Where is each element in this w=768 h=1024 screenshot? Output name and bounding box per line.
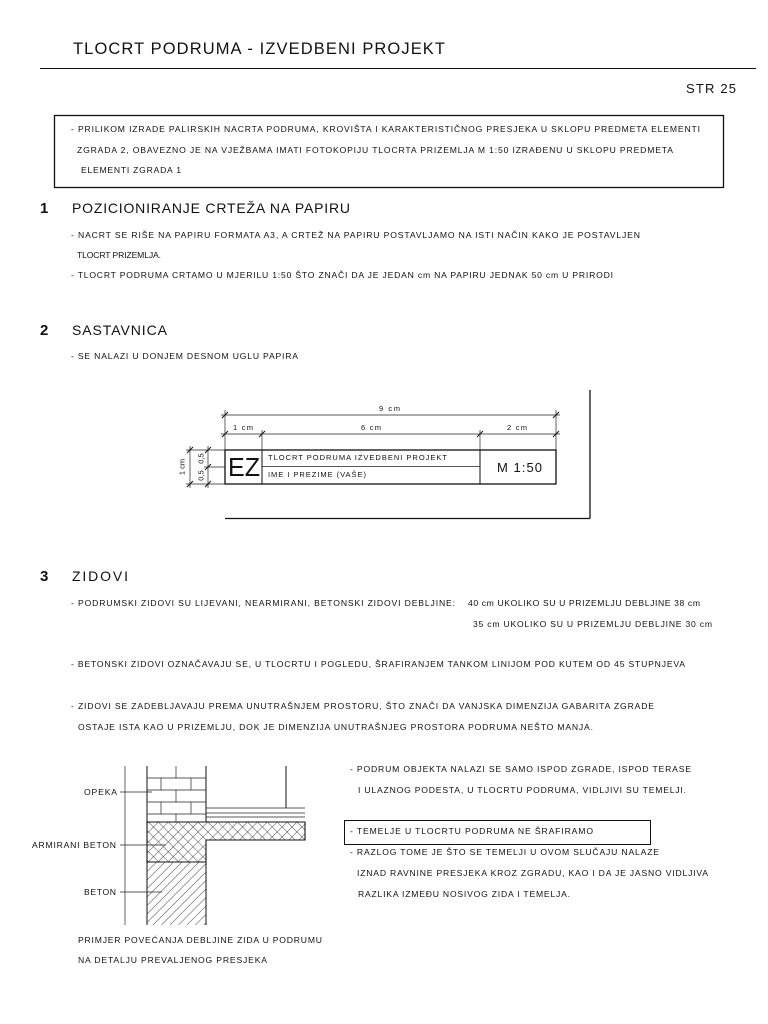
brick-label: OPEKA (84, 787, 117, 797)
foundation-note-line: I ULAZNOG PODESTA, U TLOCRTU PODRUMA, VIDLJIVI SU TEMELJI. (358, 785, 686, 795)
section-line: - NACRT SE RIŠE NA PAPIRU FORMATA A3, A CRTEŽ NA PAPIRU POSTAVLJAMO NA ISTI NAČIN KAKO JE POSTAVLJEN (71, 230, 640, 240)
highlight-note: - TEMELJE U TLOCRTU PODRUMA NE ŠRAFIRAMO (350, 826, 593, 836)
title-block-mark: EZ (228, 452, 261, 482)
note-line: ELEMENTI ZGRADA 1 (81, 165, 181, 175)
dimension-half-label: 0,5 (196, 453, 206, 464)
page-title: TLOCRT PODRUMA - IZVEDBENI PROJEKT (73, 40, 445, 58)
section-line: - SE NALAZI U DONJEM DESNOM UGLU PAPIRA (71, 351, 298, 361)
section-line: - TLOCRT PODRUMA CRTAMO U MJERILU 1:50 ŠTO ZNAČI DA JE JEDAN cm NA PAPIRU JEDNAK 50 cm U PRIRODI (71, 270, 613, 280)
dimension-middle-label: 6 cm (361, 423, 381, 432)
note-line: - PRILIKOM IZRADE PALIRSKIH NACRTA PODRUMA, KROVIŠTA I KARAKTERISTIČNOG PRESJEKA U SKLOPU PREDMETA ELEMENTI (71, 124, 700, 134)
section-number: 1 (40, 200, 49, 217)
concrete-label: BETON (84, 887, 116, 897)
dimension-last-label: 2 cm (507, 423, 527, 432)
dimension-half-label: 0,5 (196, 470, 206, 481)
section-number: 2 (40, 322, 49, 339)
concrete-wall (147, 862, 206, 925)
section-title: ZIDOVI (72, 568, 128, 584)
section-line: - PODRUMSKI ZIDOVI SU LIJEVANI, NEARMIRANI, BETONSKI ZIDOVI DEBLJINE: (71, 598, 456, 608)
detail-caption: NA DETALJU PREVALJENOG PRESJEKA (78, 955, 267, 965)
brick-wall (147, 766, 206, 822)
title-block-scale: M 1:50 (497, 460, 542, 475)
note-line: ZGRADA 2, OBAVEZNO JE NA VJEŽBAMA IMATI FOTOKOPIJU TLOCRTA PRIZEMLJA M 1:50 IZRAĐENU U SKLOPU PREDMETA (77, 145, 673, 155)
dimension-height-label: 1 cm (177, 458, 187, 476)
section-line: - ZIDOVI SE ZADEBLJAVAJU PREMA UNUTRAŠNJEM PROSTORU, ŠTO ZNAČI DA VANJSKA DIMENZIJA GABARITA ZGRADE (71, 701, 654, 711)
foundation-note-line: - RAZLOG TOME JE ŠTO SE TEMELJI U OVOM SLUČAJU NALAZE (350, 847, 659, 857)
section-line: TLOCRT PRIZEMLJA. (77, 250, 161, 260)
foundation-note-line: RAZLIKA IZMEĐU NOSIVOG ZIDA I TEMELJA. (358, 889, 570, 899)
reinforced-concrete-label: ARMIRANI BETON (32, 840, 116, 850)
section-line: 35 cm UKOLIKO SU U PRIZEMLJU DEBLJINE 30 cm (473, 619, 712, 629)
title-block-author-field: IME I PREZIME (VAŠE) (268, 470, 366, 479)
section-title: SASTAVNICA (72, 322, 167, 338)
foundation-note-line: IZNAD RAVNINE PRESJEKA KROZ ZGRADU, KAO I DA JE JASNO VIDLJIVA (357, 868, 708, 878)
foundation-note-line: - PODRUM OBJEKTA NALAZI SE SAMO ISPOD ZGRADE, ISPOD TERASE (350, 764, 691, 774)
title-block-drawing-title: TLOCRT PODRUMA IZVEDBENI PROJEKT (268, 453, 447, 462)
page-number: STR 25 (686, 81, 736, 96)
dimension-first-label: 1 cm (233, 423, 253, 432)
section-line: - BETONSKI ZIDOVI OZNAČAVAJU SE, U TLOCRTU I POGLEDU, ŠRAFIRANJEM TANKOM LINIJOM POD KUTEM OD 45 STUPNJEVA (71, 659, 685, 669)
section-title: POZICIONIRANJE CRTEŽA NA PAPIRU (72, 200, 350, 216)
dimension-total-label: 9 cm (379, 404, 400, 413)
detail-caption: PRIMJER POVEĆANJA DEBLJINE ZIDA U PODRUMU (78, 935, 322, 945)
section-line: OSTAJE ISTA KAO U PRIZEMLJU, DOK JE DIMENZIJA UNUTRAŠNJEG PROSTORA PODRUMA NEŠTO MANJA. (78, 722, 593, 732)
section-number: 3 (40, 568, 49, 585)
section-line: 40 cm UKOLIKO SU U PRIZEMLJU DEBLJINE 38 cm (468, 598, 700, 608)
